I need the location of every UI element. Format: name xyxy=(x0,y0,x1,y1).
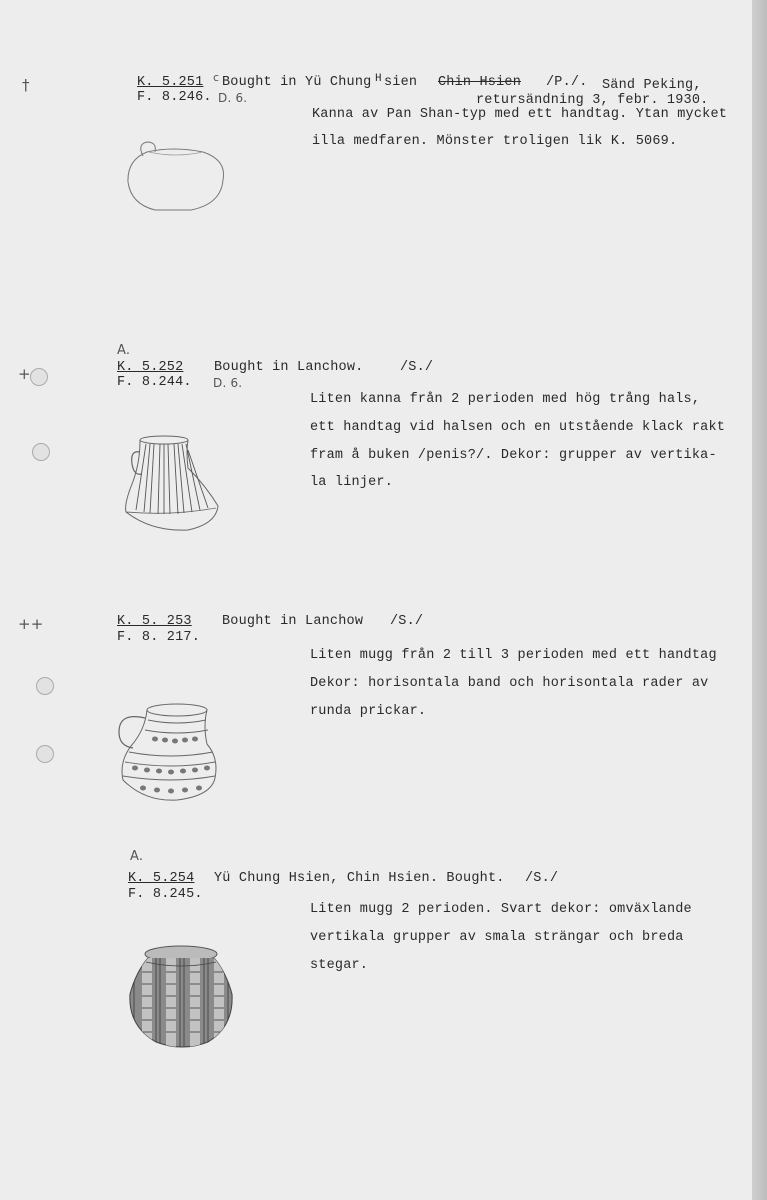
f-number: F. 8. 217. xyxy=(117,630,201,645)
entry-header: Bought in Yü Chung xyxy=(222,75,372,90)
pot-sketch xyxy=(126,942,238,1054)
f-number-note: D. 6. xyxy=(213,376,243,390)
pot-sketch xyxy=(122,434,226,536)
margin-mark: ++ xyxy=(18,615,44,633)
catalog-id: K. 5.254 xyxy=(128,871,195,886)
description-line: ett handtag vid halsen och en utstående klack rakt xyxy=(310,420,726,435)
description-line: la linjer. xyxy=(310,475,394,490)
description-line: Kanna av Pan Shan-typ med ett handtag. Ytan mycket xyxy=(312,107,728,122)
entry-letter: A. xyxy=(117,343,131,358)
f-number-note: D. 6. xyxy=(218,91,248,105)
entry-letter: A. xyxy=(130,849,144,864)
margin-mark: † xyxy=(22,76,30,94)
punch-hole xyxy=(36,745,54,763)
f-number: F. 8.244. xyxy=(117,375,192,390)
description-line: Liten mugg från 2 till 3 perioden med ett handtag xyxy=(310,648,717,663)
description-line: runda prickar. xyxy=(310,704,427,719)
catalog-id: K. 5.252 xyxy=(117,360,184,375)
page-edge xyxy=(752,0,767,1200)
pot-sketch xyxy=(125,138,227,214)
catalog-id-suffix: c xyxy=(213,71,220,84)
description-line: illa medfaren. Mönster troligen lik K. 5069. xyxy=(312,134,678,149)
struck-text: Chin Hsien xyxy=(438,75,522,90)
pot-sketch xyxy=(115,700,221,804)
entry-tag: /P./. xyxy=(546,75,588,90)
entry-header-initial: H xyxy=(375,73,382,85)
entry-header: Bought in Lanchow xyxy=(222,614,364,629)
description-line: Liten mugg 2 perioden. Svart dekor: omväxlande xyxy=(310,902,692,917)
description-line: vertikala grupper av smala strängar och breda xyxy=(310,930,684,945)
catalog-id: K. 5. 253 xyxy=(117,614,192,629)
catalog-id: K. 5.251 xyxy=(137,75,204,90)
entry-header-tail: sien xyxy=(384,75,418,90)
entry-tag: /S./ xyxy=(390,614,424,629)
description-line: stegar. xyxy=(310,958,369,973)
margin-mark: + xyxy=(18,365,31,383)
entry-header: Bought in Lanchow. xyxy=(214,360,364,375)
entry-note-line2: retursändning 3, febr. 1930. xyxy=(476,93,709,108)
entry-tag: /S./ xyxy=(525,871,559,886)
description-line: Liten kanna från 2 perioden med hög trång hals, xyxy=(310,392,701,407)
description-line: fram å buken /penis?/. Dekor: grupper av vertika- xyxy=(310,448,717,463)
entry-tag: /S./ xyxy=(400,360,434,375)
punch-hole xyxy=(32,443,50,461)
f-number: F. 8.245. xyxy=(128,887,203,902)
f-number: F. 8.246. xyxy=(137,90,212,105)
punch-hole xyxy=(36,677,54,695)
punch-hole xyxy=(30,368,48,386)
description-line: Dekor: horisontala band och horisontala rader av xyxy=(310,676,709,691)
entry-header: Yü Chung Hsien, Chin Hsien. Bought. xyxy=(214,871,505,886)
entry-note: Sänd Peking, xyxy=(602,78,702,93)
